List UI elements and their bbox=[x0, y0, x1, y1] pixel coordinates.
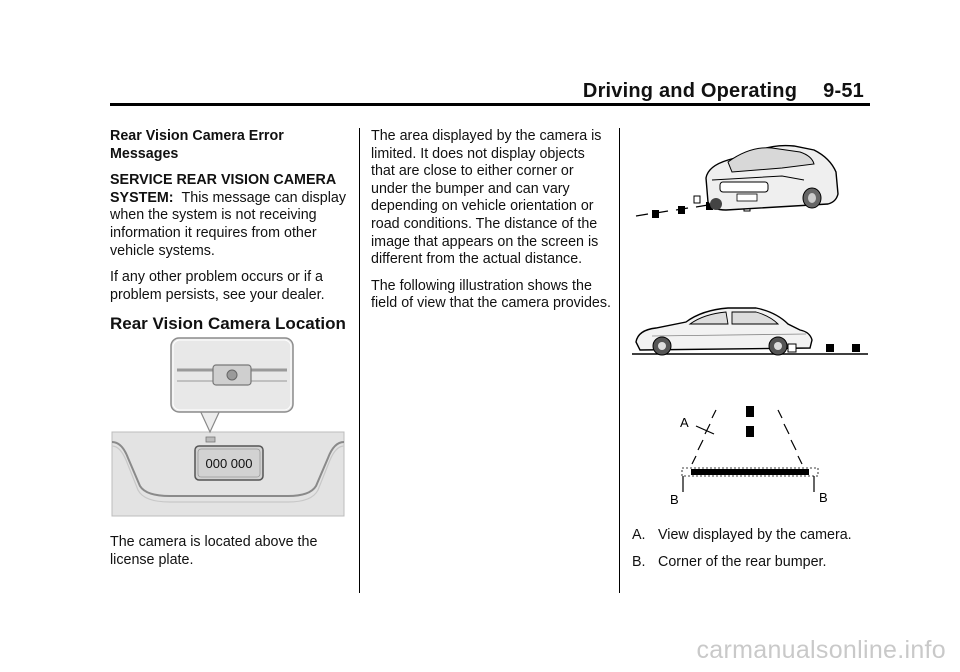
location-caption bbox=[110, 534, 348, 578]
caption-b-text: Corner of the rear bumper. bbox=[658, 553, 827, 570]
column-divider-1 bbox=[359, 128, 360, 593]
field-of-view-diagram bbox=[632, 396, 868, 508]
diagram-label-b-left: B bbox=[670, 492, 679, 507]
caption-b bbox=[632, 554, 852, 572]
caption-a bbox=[632, 527, 852, 545]
caption-a-letter: A. bbox=[632, 527, 646, 543]
car-side-view-illustration bbox=[632, 300, 868, 362]
caption-a-text: View displayed by the camera. bbox=[658, 527, 852, 543]
diagram-label-b-right: B bbox=[819, 490, 828, 505]
message-name: SERVICE REAR VISION CAMERA SYSTEM: bbox=[110, 172, 336, 206]
page-header bbox=[583, 80, 864, 103]
middle-column bbox=[371, 128, 611, 322]
diagram-captions bbox=[632, 527, 852, 580]
caption-b-letter: B. bbox=[632, 553, 646, 570]
page-number: 9-51 bbox=[823, 80, 864, 102]
column-divider-2 bbox=[619, 128, 620, 593]
camera-location-illustration bbox=[110, 336, 346, 518]
message-text: This message can display when the system is not receiving information it requires from other vehicle systems. bbox=[110, 189, 347, 259]
header-rule bbox=[110, 103, 870, 106]
illustration-intro-paragraph: The following illustration shows the field of view that the camera provides. bbox=[371, 277, 611, 312]
section-title: Driving and Operating bbox=[582, 80, 798, 102]
watermark: carmanualsonline.info bbox=[696, 636, 946, 664]
camera-location-heading: Rear Vision Camera Location bbox=[110, 314, 346, 334]
error-message-paragraph bbox=[110, 172, 348, 260]
camera-area-paragraph: The area displayed by the camera is limited. It does not display objects that are close to either corner or under the bumper and can vary depending on vehicle orientation or road conditions. The distance of the image that appears on the screen is different from the actual distance. bbox=[371, 128, 602, 268]
diagram-label-a: A bbox=[680, 415, 689, 430]
license-plate-text: 000 000 bbox=[205, 456, 253, 471]
persist-paragraph: If any other problem occurs or if a problem persists, see your dealer. bbox=[110, 269, 325, 303]
error-messages-heading: Rear Vision Camera Error Messages bbox=[110, 128, 284, 162]
car-rear-perspective-illustration bbox=[632, 138, 868, 238]
location-text: The camera is located above the license plate. bbox=[110, 534, 318, 568]
left-column bbox=[110, 128, 348, 334]
